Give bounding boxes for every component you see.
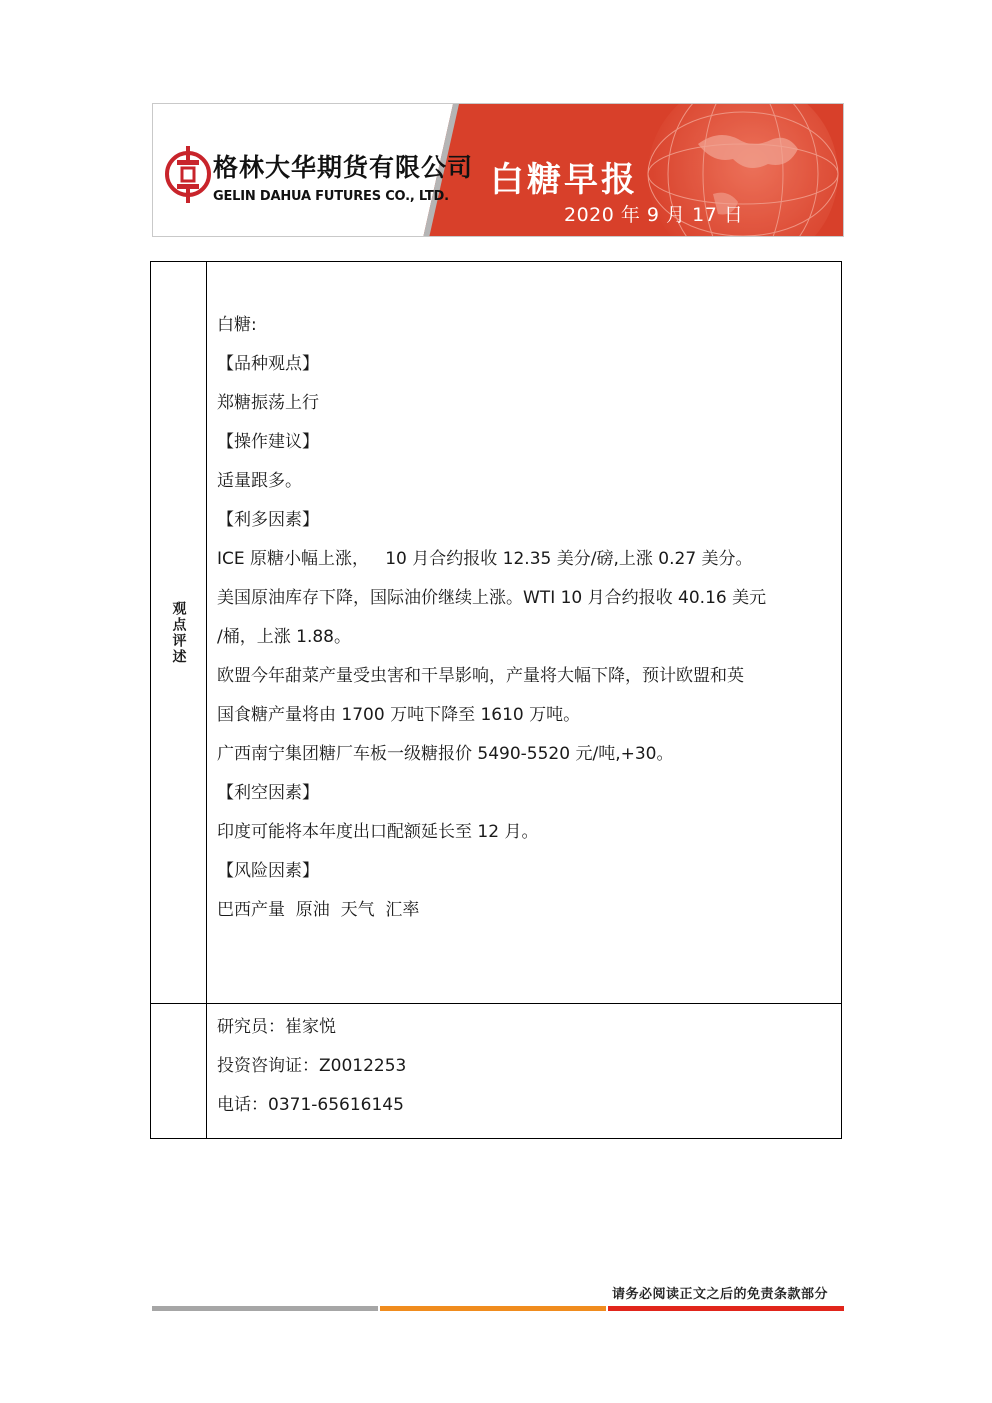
commentary-line: 【品种观点】 xyxy=(217,354,319,374)
commentary-line: 【操作建议】 xyxy=(217,432,319,452)
commentary-line: 适量跟多。 xyxy=(217,471,302,491)
commentary-line: 【风险因素】 xyxy=(217,861,319,881)
commentary-line: 印度可能将本年度出口配额延长至 12 月。 xyxy=(217,822,539,842)
report-title: 白糖早报 xyxy=(490,160,638,200)
analyst-info xyxy=(217,1008,837,1125)
commentary-line: /桶，上涨 1.88。 xyxy=(217,627,351,647)
report-table xyxy=(150,261,842,1139)
commentary-line: 巴西产量 原油 天气 汇率 xyxy=(217,900,420,920)
commentary-line: 欧盟今年甜菜产量受虫害和干旱影响，产量将大幅下降，预计欧盟和英 xyxy=(217,666,744,686)
commentary-line: 郑糖振荡上行 xyxy=(217,393,319,413)
company-logo-icon xyxy=(163,136,213,212)
researcher-name: 研究员：崔家悦 xyxy=(217,1017,336,1037)
table-row-divider xyxy=(151,1003,841,1004)
commentary-line: 【利空因素】 xyxy=(217,783,319,803)
commentary-line: 广西南宁集团糖厂车板一级糖报价 5490-5520 元/吨,+30。 xyxy=(217,744,674,764)
contact-phone: 电话：0371-65616145 xyxy=(217,1095,404,1115)
commentary-line: 美国原油库存下降，国际油价继续上涨。WTI 10 月合约报收 40.16 美元 xyxy=(217,588,767,608)
company-name-en: GELIN DAHUA FUTURES CO., LTD. xyxy=(213,189,449,204)
investment-license: 投资咨询证：Z0012253 xyxy=(217,1056,407,1076)
commentary-line: 白糖: xyxy=(217,315,257,335)
table-column-divider xyxy=(206,262,207,1138)
company-name-cn: 格林大华期货有限公司 xyxy=(213,153,474,182)
report-header-banner xyxy=(152,103,844,237)
disclaimer-notice: 请务必阅读正文之后的免责条款部分 xyxy=(612,1287,829,1302)
footer-bar-red xyxy=(608,1306,844,1311)
row-label: 观点评述 xyxy=(170,600,187,665)
commentary-line: 【利多因素】 xyxy=(217,510,319,530)
commentary-line: ICE 原糖小幅上涨， 10 月合约报收 12.35 美分/磅,上涨 0.27 美分。 xyxy=(217,549,753,569)
report-date: 2020 年 9 月 17 日 xyxy=(564,204,744,226)
row-label-cell xyxy=(151,262,206,1003)
commentary-line: 国食糖产量将由 1700 万吨下降至 1610 万吨。 xyxy=(217,705,581,725)
footer-bar-orange xyxy=(380,1306,606,1311)
commentary-content xyxy=(217,306,837,930)
footer-bar-gray xyxy=(152,1306,378,1311)
